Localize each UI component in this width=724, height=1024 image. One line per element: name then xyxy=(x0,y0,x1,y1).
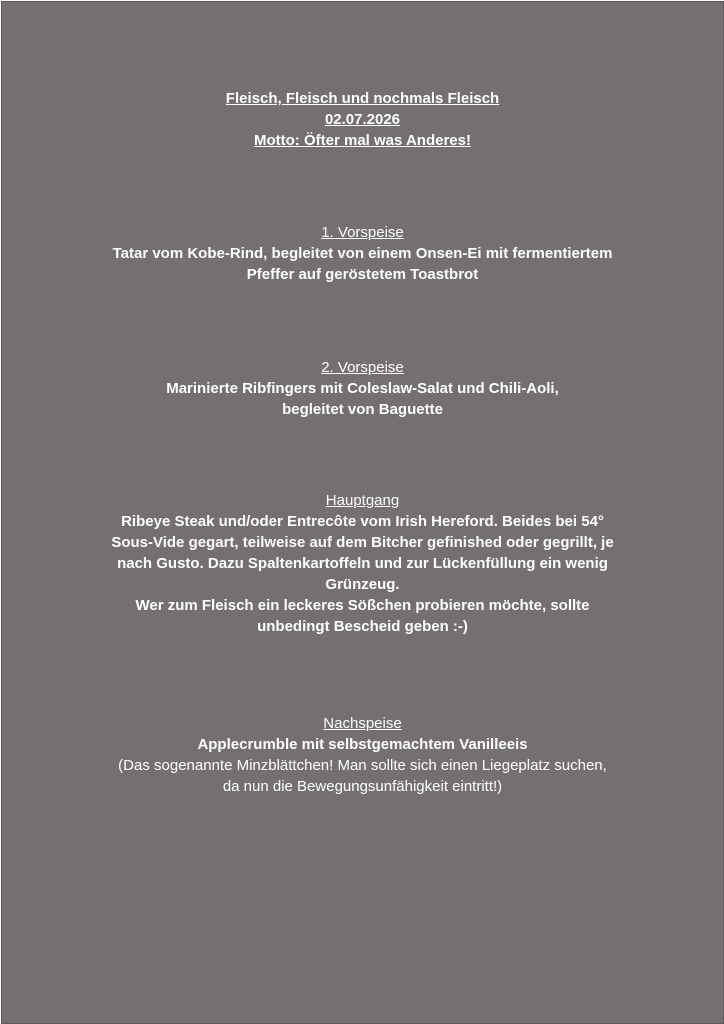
course-title: Hauptgang xyxy=(325,492,400,509)
course-dessert xyxy=(72,713,653,797)
description-line: begleitet von Baguette xyxy=(282,401,443,418)
menu-page xyxy=(1,1,724,1024)
course-title: Nachspeise xyxy=(323,715,402,732)
course-description xyxy=(62,378,663,420)
course-starter-2 xyxy=(62,357,663,420)
description-line: unbedingt Bescheid geben :-) xyxy=(257,618,468,635)
course-main xyxy=(92,490,633,637)
description-line: Tatar vom Kobe-Rind, begleitet von einem Onsen-Ei mit fermentiertem xyxy=(112,245,613,262)
course-description xyxy=(62,243,663,285)
course-title: 2. Vorspeise xyxy=(321,359,404,376)
course-description xyxy=(72,734,653,755)
menu-date: 02.07.2026 xyxy=(324,111,401,128)
course-description xyxy=(92,511,633,637)
description-line: Pfeffer auf geröstetem Toastbrot xyxy=(246,266,479,283)
description-line: Sous-Vide gegart, teilweise auf dem Bitcher gefinished oder gegrillt, je xyxy=(111,534,614,551)
description-line: nach Gusto. Dazu Spaltenkartoffeln und zur Lückenfüllung ein wenig xyxy=(117,555,608,572)
description-line: Applecrumble mit selbstgemachtem Vanilleeis xyxy=(197,736,528,753)
note-line: da nun die Bewegungsunfähigkeit eintritt!) xyxy=(222,778,503,795)
menu-motto: Motto: Öfter mal was Anderes! xyxy=(254,132,471,149)
course-title: 1. Vorspeise xyxy=(321,224,404,241)
description-line: Wer zum Fleisch ein leckeres Sößchen probieren möchte, sollte xyxy=(135,597,590,614)
description-line: Ribeye Steak und/oder Entrecôte vom Irish Hereford. Beides bei 54° xyxy=(121,513,604,530)
course-note xyxy=(72,755,653,797)
menu-header xyxy=(2,88,723,151)
course-starter-1 xyxy=(62,222,663,285)
description-line: Grünzeug. xyxy=(325,576,400,593)
menu-headline: Fleisch, Fleisch und nochmals Fleisch xyxy=(225,90,500,107)
note-line: (Das sogenannte Minzblättchen! Man sollte sich einen Liegeplatz suchen, xyxy=(118,757,607,774)
description-line: Marinierte Ribfingers mit Coleslaw-Salat und Chili-Aoli, xyxy=(166,380,559,397)
